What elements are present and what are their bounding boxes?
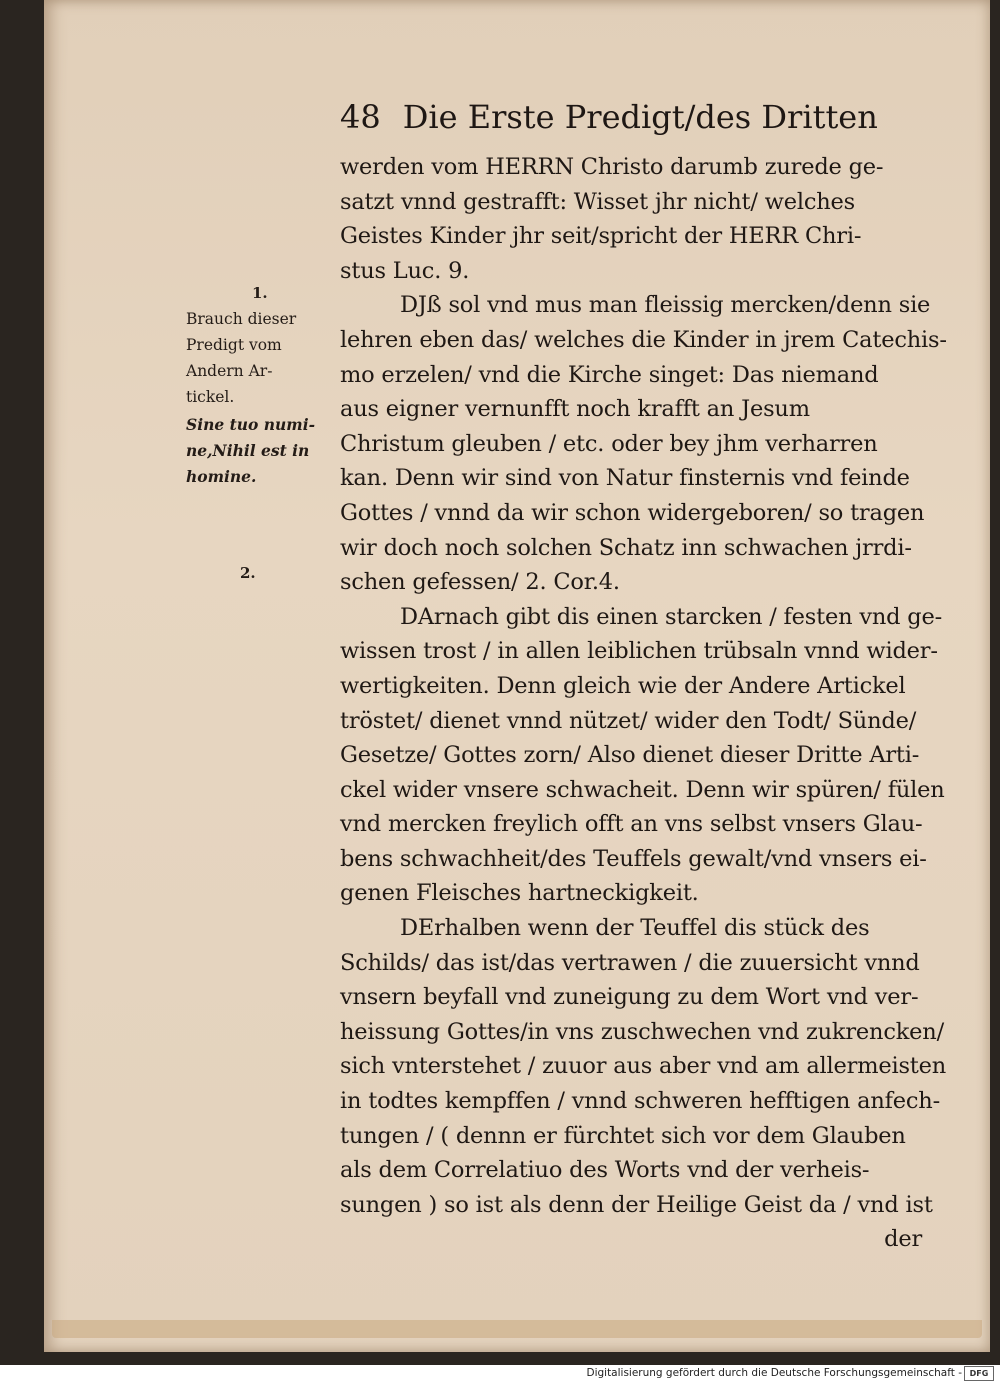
- funding-credit: Digitalisierung gefördert durch die Deutsche Forschungsgemeinschaft -: [586, 1367, 962, 1379]
- body-text: [340, 150, 947, 1257]
- text-line: wir doch noch solchen Schatz inn schwachen jrrdi-: [340, 534, 912, 561]
- margin-note-usage: [186, 306, 326, 410]
- text-line: DErhalben wenn der Teuffel dis stück des: [400, 915, 870, 942]
- text-line: heissung Gottes/in vns zuschwechen vnd zukrencken/: [340, 1018, 944, 1045]
- text-line: Gottes / vnnd da wir schon widergeboren/ so tragen: [340, 499, 925, 526]
- text-line: sich vnterstehet / zuuor aus aber vnd am allermeisten: [340, 1053, 947, 1080]
- text-line: bens schwachheit/des Teuffels gewalt/vnd vnsers ei-: [340, 845, 927, 872]
- text-line: aus eigner vernunfft noch krafft an Jesum: [340, 396, 810, 423]
- text-line: vnd mercken freylich offt an vns selbst vnsers Glau-: [340, 811, 923, 838]
- text-line: wertigkeiten. Denn gleich wie der Andere Artickel: [340, 672, 906, 699]
- text-line: tungen / ( dennn er fürchtet sich vor dem Glauben: [340, 1122, 906, 1149]
- text-line: Christum gleuben / etc. oder bey jhm verharren: [340, 430, 878, 457]
- margin-note-number-2: 2.: [240, 564, 256, 582]
- text-line: lehren eben das/ welches die Kinder in jrem Catechis-: [340, 326, 947, 353]
- margin-note-line: Brauch dieser: [186, 310, 297, 328]
- catchword: der: [884, 1226, 922, 1253]
- text-line: als dem Correlatiuo des Worts vnd der verheis-: [340, 1157, 870, 1184]
- text-line: ckel wider vnsere schwacheit. Denn wir spüren/ fülen: [340, 776, 945, 803]
- text-line: werden vom HERRN Christo darumb zurede ge-: [340, 154, 884, 180]
- text-line: stus Luc. 9.: [340, 257, 470, 284]
- text-line: wissen trost / in allen leiblichen trübsaln vnnd wider-: [340, 638, 938, 665]
- text-line: vnsern beyfall vnd zuneigung zu dem Wort vnd ver-: [340, 984, 919, 1011]
- text-line: sungen ) so ist als denn der Heilige Geist da / vnd ist: [340, 1191, 933, 1218]
- margin-note-line: Predigt vom: [186, 336, 282, 354]
- page-header: [340, 98, 920, 136]
- margin-note-line: homine.: [186, 467, 257, 486]
- text-line: satzt vnnd gestrafft: Wisset jhr nicht/ welches: [340, 188, 855, 215]
- dfg-logo: DFG: [964, 1366, 994, 1381]
- margin-note-line: ne,Nihil est in: [186, 441, 310, 460]
- text-line: in todtes kempffen / vnnd schweren hefftigen anfech-: [340, 1088, 941, 1115]
- margin-note-line: tickel.: [186, 388, 235, 406]
- text-line: tröstet/ dienet vnnd nützet/ wider den Todt/ Sünde/: [340, 707, 917, 734]
- text-line: kan. Denn wir sind von Natur finsternis vnd feinde: [340, 465, 910, 492]
- margin-note-line: Sine tuo numi-: [186, 415, 316, 434]
- text-line: DJß sol vnd mus man fleissig mercken/denn sie: [400, 292, 931, 319]
- running-title: Die Erste Predigt/des Dritten: [402, 98, 878, 136]
- text-line: schen gefessen/ 2. Cor.4.: [340, 569, 620, 596]
- text-line: Schilds/ das ist/das vertrawen / die zuuersicht vnnd: [340, 949, 920, 976]
- text-line: Gesetze/ Gottes zorn/ Also dienet dieser Dritte Arti-: [340, 742, 920, 769]
- margin-note-latin: [186, 412, 326, 490]
- text-line: Geistes Kinder jhr seit/spricht der HERR Chri-: [340, 223, 862, 250]
- margin-note-number-1: 1.: [252, 284, 268, 302]
- margin-note-line: Andern Ar-: [186, 362, 273, 380]
- text-line: DArnach gibt dis einen starcken / festen vnd ge-: [400, 603, 943, 630]
- text-line: genen Fleisches hartneckigkeit.: [340, 880, 699, 907]
- page-number: 48: [340, 98, 381, 136]
- page-edge: [52, 1320, 982, 1338]
- text-line: mo erzelen/ vnd die Kirche singet: Das niemand: [340, 361, 879, 388]
